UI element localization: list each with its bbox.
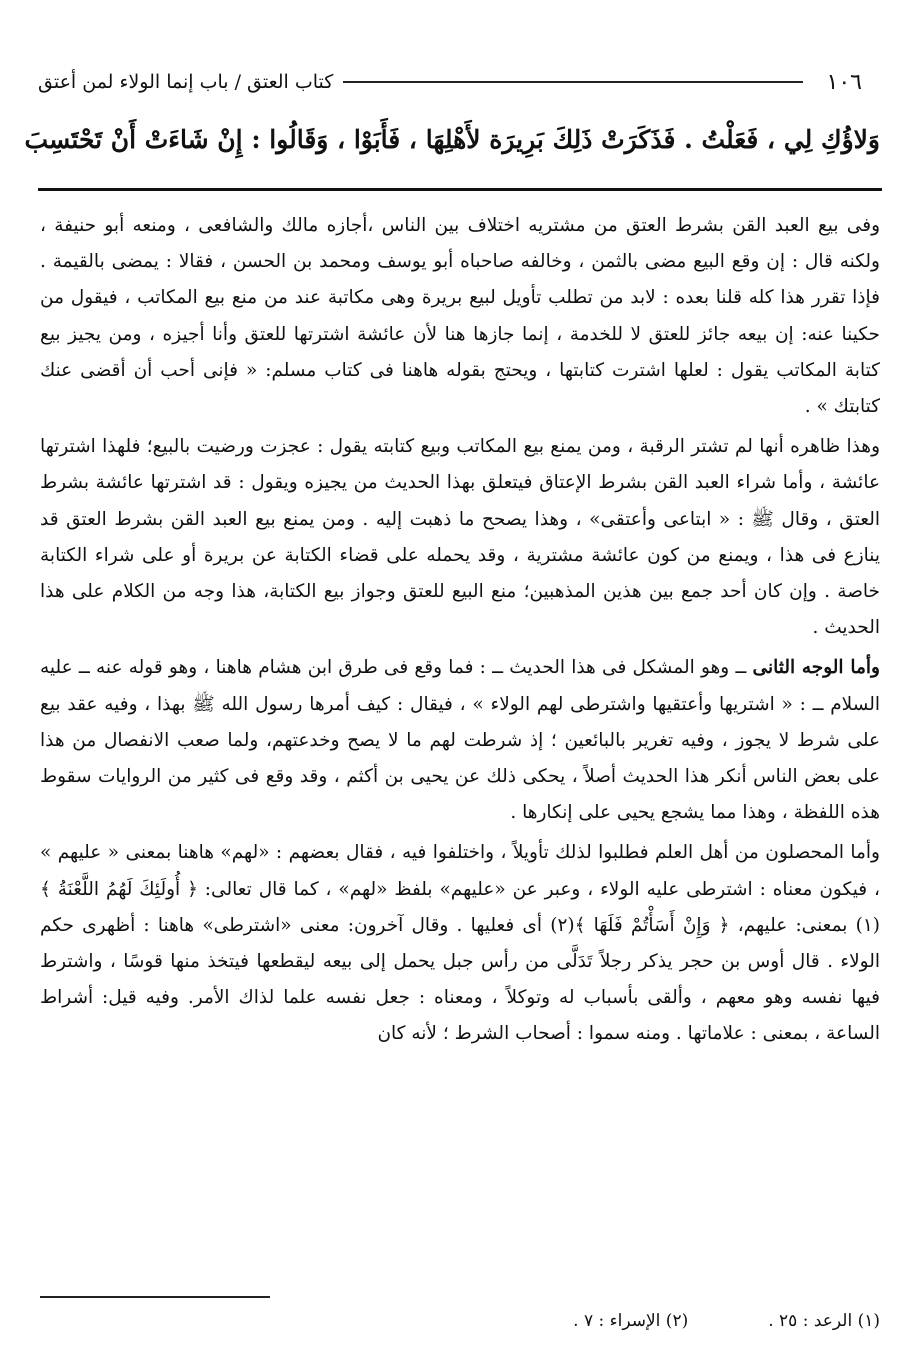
hadith-text-line: وَلاؤُكِ لِي ، فَعَلْتُ . فَذَكَرَتْ ذَلِكَ بَرِيرَة لأَهْلِهَا ، فَأَبَوْا ، وَقَالُوا : إِنْ شَاءَتْ أَنْ تَحْتَسِبَ xyxy=(24,125,880,154)
paragraph-text: ــ وهو المشكل فى هذا الحديث ــ : فما وقع فى طرق ابن هشام هاهنا ، وهو قوله عنه ــ عليه السلام ــ : « اشتريها وأعتقيها واشترطى لهم الولاء » ، فيقال : كيف أمرها رسول الله ﷺ بهذا ، وفيه عقد بيع على شرط لا يجوز ، وفيه تغرير بالبائعين ؛ إذ شرطت لهم ما لا يصح وخدعتهم، ولما صعب الانفصال من هذا على بعض الناس أنكر هذا الحديث أصلاً ، يحكى ذلك عن يحيى بن أكثم ، وقد وقع فى كثير من الروايات سقوط هذه اللفظة ، وهذا مما يشجع يحيى على إنكارها . xyxy=(40,657,880,824)
paragraph xyxy=(40,650,880,831)
paragraph xyxy=(40,835,880,1052)
footnotes xyxy=(40,1306,880,1336)
footnote-1: (١) الرعد : ٢٥ . xyxy=(768,1311,880,1331)
footnote-2: (٢) الإسراء : ٧ . xyxy=(573,1311,689,1331)
paragraph-text: وهذا ظاهره أنها لم تشتر الرقبة ، ومن يمنع بيع المكاتب وبيع كتابته يقول : عجزت ورضيت بالبيع؛ فلهذا اشترتها عائشة ، وأما شراء العبد القن بشرط الإعتاق فيتعلق بهذا الحديث من يجيزه ويقول : قد اشترتها عائشة بشرط العتق ، وقال ﷺ : « ابتاعى وأعتقى» ، وهذا يصحح ما ذهبت إليه . ومن يمنع بيع العبد القن بشرط العتق قد ينازع فى هذا ، ويمنع من كون عائشة مشترية ، وقد يحمله على قضاء الكتابة عن بريرة أو على شراء الكتابة خاصة . وإن كان أحد جمع بين هذين المذهبين؛ منع البيع للعتق وجواز بيع الكتابة، هذا وجه من الكلام على هذا الحديث . xyxy=(40,436,880,639)
paragraph-text: وفى بيع العبد القن بشرط العتق من مشتريه اختلاف بين الناس ،أجازه مالك والشافعى ، ومنعه أبو حنيفة ، ولكنه قال : إن وقع البيع مضى بالثمن ، وخالفه صاحباه أبو يوسف ومحمد بن الحسن ، فقالا : يمضى بالقيمة . فإذا تقرر هذا كله قلنا بعده : لابد من تطلب تأويل لبيع بريرة وهى مكاتبة عند من منع بيع المكاتب ، فيقول من حكينا عنه: إن بيعه جائز للعتق لا للخدمة ، إنما جازها هنا لأن عائشة اشترتها للعتق وأنا أجيزه ، ومن يجيز بيع كتابة المكاتب يقول : لعلها اشترت كتابتها ، ويحتج بقوله هاهنا فى كتاب مسلم: « فإنى أحب أن أقضى عنك كتابتك » . xyxy=(40,215,880,418)
paragraph-lead: وأما الوجه الثانى xyxy=(752,657,880,679)
commentary-body xyxy=(40,208,880,1280)
running-title: كتاب العتق / باب إنما الولاء لمن أعتق xyxy=(38,71,334,93)
running-head xyxy=(38,62,862,102)
paragraph xyxy=(40,208,880,425)
section-divider xyxy=(38,188,882,191)
page-number: ١٠٦ xyxy=(826,69,862,95)
paragraph-text: وأما المحصلون من أهل العلم فطلبوا لذلك تأويلاً ، واختلفوا فيه ، فقال بعضهم : «لهم» هاهنا بمعنى « عليهم » ، فيكون معناه : اشترطى عليه الولاء ، وعبر عن «عليهم» بلفظ «لهم» ، كما قال تعالى: ﴿ أُولَئِكَ لَهُمُ اللَّعْنَةُ ﴾(١) بمعنى: عليهم، ﴿ وَإِنْ أَسَأْتُمْ فَلَهَا ﴾(٢) أى فعليها . وقال آخرون: معنى «اشترطى» هاهنا : أظهرى حكم الولاء . قال أوس بن حجر يذكر رجلاً تَدَلَّى من رأس جبل يحمل إلى بيعه ليقطعها فيتخذ منها قوسًا ، واشترط فيها نفسه وهو معهم ، وألقى بأسباب له وتوكلاً ، ومعناه : جعل نفسه علما لذاك الأمر. وفيه قيل: أشراط الساعة ، بمعنى : علاماتها . ومنه سموا : أصحاب الشرط ؛ لأنه كان xyxy=(40,842,880,1045)
footnote-rule xyxy=(40,1296,270,1298)
header-rule xyxy=(343,81,802,83)
paragraph xyxy=(40,429,880,646)
